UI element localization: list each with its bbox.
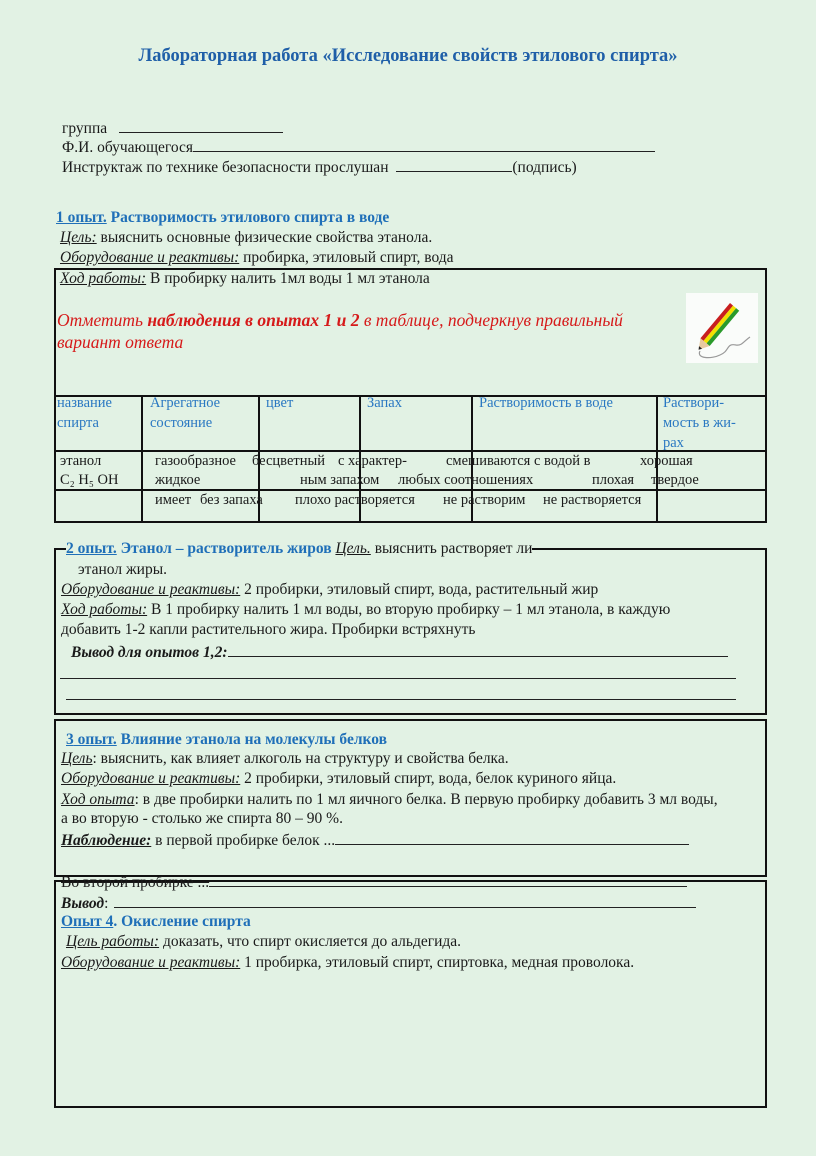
option-fat-good[interactable]: хорошая: [640, 453, 693, 469]
option-odorless[interactable]: без запаха: [200, 492, 263, 508]
table-row-border: [54, 489, 767, 491]
exp3-heading: [66, 731, 387, 749]
exp2-equipment: [61, 581, 598, 599]
exp3-title: Влияние этанола на молекулы белков: [116, 731, 387, 748]
exp3-goal-text: : выяснить, как влияет алкоголь на структуру и свойства белка.: [92, 750, 509, 767]
conclusion-blank-2[interactable]: [60, 678, 736, 679]
exp1-procedure-label: Ход работы:: [60, 270, 147, 287]
signature-blank[interactable]: [396, 157, 512, 172]
exp1-instruction: [57, 309, 687, 353]
exp4-number: Опыт 4: [61, 913, 114, 930]
exp4-goal: [66, 933, 461, 951]
exp3-equipment: [61, 770, 616, 788]
option-poor[interactable]: плохая: [592, 472, 635, 488]
exp3-number-word: опыт.: [73, 731, 117, 748]
table-header-water-solubility: Растворимость в воде: [479, 395, 613, 411]
page-title: Лабораторная работа «Исследование свойств этилового спирта»: [138, 46, 678, 66]
exp2-title: Этанол – растворитель жиров: [116, 540, 332, 557]
exp2-number: 2 опыт.: [66, 540, 117, 557]
exp1-title: Растворимость этилового спирта в воде: [106, 209, 390, 226]
option-poorly-soluble[interactable]: плохо растворяется: [295, 492, 415, 508]
signature-label: (подпись): [512, 159, 577, 176]
option-liquid[interactable]: жидкое: [155, 472, 201, 488]
exp1-goal: [60, 229, 432, 247]
option-any-proportions[interactable]: любых соотношениях: [398, 472, 534, 488]
exp2-goal-label: Цель.: [335, 540, 371, 557]
conclusion-blank-3[interactable]: [66, 699, 736, 700]
table-col-divider: [141, 395, 143, 522]
exp3-goal: [61, 750, 509, 768]
conclusion-blank-1[interactable]: [228, 642, 728, 657]
exp4-equipment-label: Оборудование и реактивы:: [61, 954, 241, 971]
exp4-equipment-text: 1 пробирка, этиловый спирт, спиртовка, медная проволока.: [240, 954, 635, 971]
pencil-drawing-icon: [686, 293, 758, 363]
student-label: Ф.И. обучающегося: [62, 139, 194, 156]
table-header-name: название спирта: [57, 395, 112, 431]
option-mixes-with-water[interactable]: смешиваются с водой в: [446, 453, 591, 469]
exp3-conclusion: [61, 893, 696, 913]
exp4-equipment: [61, 954, 634, 972]
exp1-goal-label: Цель:: [60, 229, 97, 246]
option-gaseous[interactable]: газообразное: [155, 453, 236, 469]
exp1-procedure: [60, 270, 430, 288]
exp3-observation-text: в первой пробирке белок ...: [151, 832, 336, 849]
instruction-part2: в таблице, подчеркнув правильный вариант ответа: [57, 310, 623, 352]
table-header-smell: Запах: [367, 395, 402, 411]
exp3-procedure-text1: : в две пробирки налить по 1 мл яичного белка. В первую пробирку добавить 3 мл воды,: [134, 791, 718, 808]
exp2-procedure-text1: В 1 пробирку налить 1 мл воды, во вторую пробирку – 1 мл этанола, в каждую: [147, 601, 671, 618]
group-label: группа: [62, 120, 108, 137]
instruction-bold: наблюдения в опытах 1 и 2: [147, 310, 360, 330]
group-input-blank[interactable]: [119, 118, 283, 133]
exp3-procedure: [61, 791, 718, 809]
exp3-goal-label: Цель: [61, 750, 93, 767]
exp1-equipment: [60, 249, 454, 267]
observation-blank-1[interactable]: [335, 830, 689, 845]
group-field-row: [62, 118, 283, 138]
exp3-procedure-cont: а во вторую - столько же спирта 80 – 90 %.: [61, 810, 343, 827]
exp3-equipment-text: 2 пробирки, этиловый спирт, вода, белок куриного яйца.: [240, 770, 617, 787]
option-has[interactable]: имеет: [155, 492, 192, 508]
option-characteristic-smell[interactable]: с характер-: [338, 453, 407, 469]
table-header-state: Агрегатное состояние: [150, 395, 221, 431]
student-field-row: [62, 137, 655, 157]
exp1-procedure-text: В пробирку налить 1мл воды 1 мл этанола: [146, 270, 430, 287]
exp2-equipment-label: Оборудование и реактивы:: [61, 581, 241, 598]
exp3-observation: [61, 830, 689, 850]
student-name-blank[interactable]: [193, 137, 655, 152]
exp3-conclusion-blank[interactable]: [114, 893, 696, 908]
exp2-heading: [66, 540, 532, 558]
option-insoluble[interactable]: не растворим: [443, 492, 526, 508]
row-formula: C₂ H₅ OH: [60, 472, 119, 488]
option-colorless[interactable]: бесцветный: [252, 453, 325, 469]
exp1-equipment-text: пробирка, этиловый спирт, вода: [239, 249, 454, 266]
exp2-conclusion: [71, 642, 728, 662]
exp2-goal-text: выяснить растворяет ли: [370, 540, 533, 557]
table-header-fat-solubility: Раствори- мость в жи- рах: [663, 395, 736, 451]
observation-blank-2[interactable]: [209, 872, 687, 887]
exp3-conclusion-label: Вывод: [61, 895, 105, 912]
exp4-goal-text: доказать, что спирт окисляется до альдегида.: [159, 933, 462, 950]
table-header-bottom-border: [54, 450, 767, 452]
exp3-observation-label: Наблюдение:: [61, 832, 152, 849]
row-name-ethanol: этанол: [60, 453, 102, 469]
exp3-procedure-label: Ход опыта: [61, 791, 135, 808]
exp3-conclusion-colon: :: [104, 895, 109, 912]
exp4-goal-label: Цель работы:: [66, 933, 160, 950]
exp2-procedure-cont: добавить 1-2 капли растительного жира. Пробирки встряхнуть: [61, 621, 476, 638]
exp1-number: 1 опыт.: [56, 209, 107, 226]
exp4-heading: [61, 913, 251, 931]
exp2-procedure: [61, 601, 670, 619]
exp3-number: 3: [66, 731, 74, 748]
safety-field-row: [62, 157, 577, 177]
option-solid[interactable]: твердое: [651, 472, 699, 488]
table-header-color: цвет: [266, 395, 294, 411]
exp1-heading: [56, 209, 389, 227]
exp2-equipment-text: 2 пробирки, этиловый спирт, вода, растительный жир: [240, 581, 599, 598]
exp2-goal-cont: этанол жиры.: [78, 561, 167, 578]
second-tube-text: Во второй пробирке ...: [61, 874, 210, 891]
exp1-goal-text: выяснить основные физические свойства этанола.: [96, 229, 433, 246]
exp2-procedure-label: Ход работы:: [61, 601, 148, 618]
option-not-dissolving[interactable]: не растворяется: [543, 492, 642, 508]
safety-label: Инструктаж по технике безопасности прослушан: [62, 159, 389, 176]
exp3-equipment-label: Оборудование и реактивы:: [61, 770, 241, 787]
option-smell-cont[interactable]: ным запахом: [300, 472, 380, 488]
exp4-title: . Окисление спирта: [113, 913, 251, 930]
exp1-equipment-label: Оборудование и реактивы:: [60, 249, 240, 266]
instruction-part1: Отметить: [57, 310, 148, 330]
exp2-conclusion-label: Вывод для опытов 1,2:: [71, 644, 228, 661]
exp3-second-tube: [61, 872, 687, 892]
